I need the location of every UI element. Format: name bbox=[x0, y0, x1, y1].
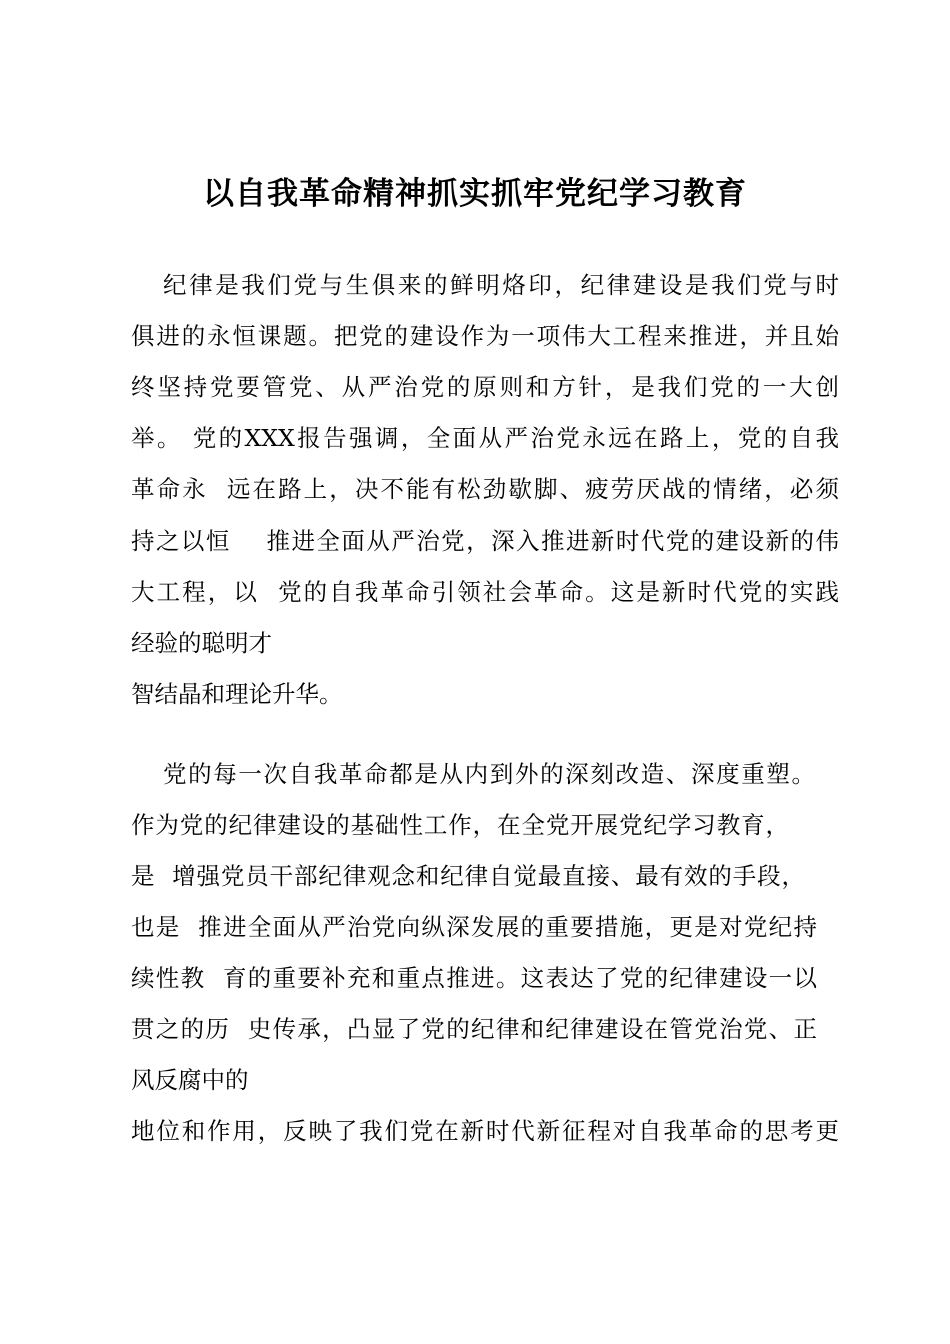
paragraph-line: 举。 党的XXX报告强调，全面从严治党永远在路上，党的自我 bbox=[131, 424, 839, 452]
paragraph-line: 智结晶和理论升华。 bbox=[131, 680, 343, 708]
paragraph-line: 俱进的永恒课题。把党的建设作为一项伟大工程来推进，并且始 bbox=[131, 322, 839, 350]
paragraph-line: 贯之的历 史传承，凸显了党的纪律和纪律建设在管党治党、正 bbox=[131, 1015, 817, 1043]
paragraph-line: 革命永 远在路上，决不能有松劲歇脚、疲劳厌战的情绪，必须 bbox=[131, 475, 839, 503]
paragraph-line: 是 增强党员干部纪律观念和纪律自觉最直接、最有效的手段， bbox=[131, 862, 805, 890]
paragraph-line: 经验的聪明才 bbox=[131, 629, 272, 657]
paragraph-line: 纪律是我们党与生俱来的鲜明烙印，纪律建设是我们党与时 bbox=[163, 271, 839, 299]
paragraph-line: 也是 推进全面从严治党向纵深发展的重要措施，更是对党纪持 bbox=[131, 913, 817, 941]
paragraph-line: 持之以恒 推进全面从严治党，深入推进新时代党的建设新的伟 bbox=[131, 527, 839, 555]
paragraph-line: 风反腐中的 bbox=[131, 1066, 249, 1094]
paragraph-line: 党的每一次自我革命都是从内到外的深刻改造、深度重塑。 bbox=[163, 760, 815, 788]
paragraph-line: 终坚持党要管党、从严治党的原则和方针，是我们党的一大创 bbox=[131, 373, 839, 401]
paragraph-line: 作为党的纪律建设的基础性工作，在全党开展党纪学习教育， bbox=[131, 811, 789, 839]
paragraph-line: 地位和作用，反映了我们党在新时代新征程对自我革命的思考更 bbox=[131, 1117, 839, 1145]
paragraph-line: 续性教 育的重要补充和重点推进。这表达了党的纪律建设一以 bbox=[131, 964, 817, 992]
paragraph-line: 大工程，以 党的自我革命引领社会革命。这是新时代党的实践 bbox=[131, 578, 839, 606]
document-title: 以自我革命精神抓实抓牢党纪学习教育 bbox=[203, 176, 747, 212]
